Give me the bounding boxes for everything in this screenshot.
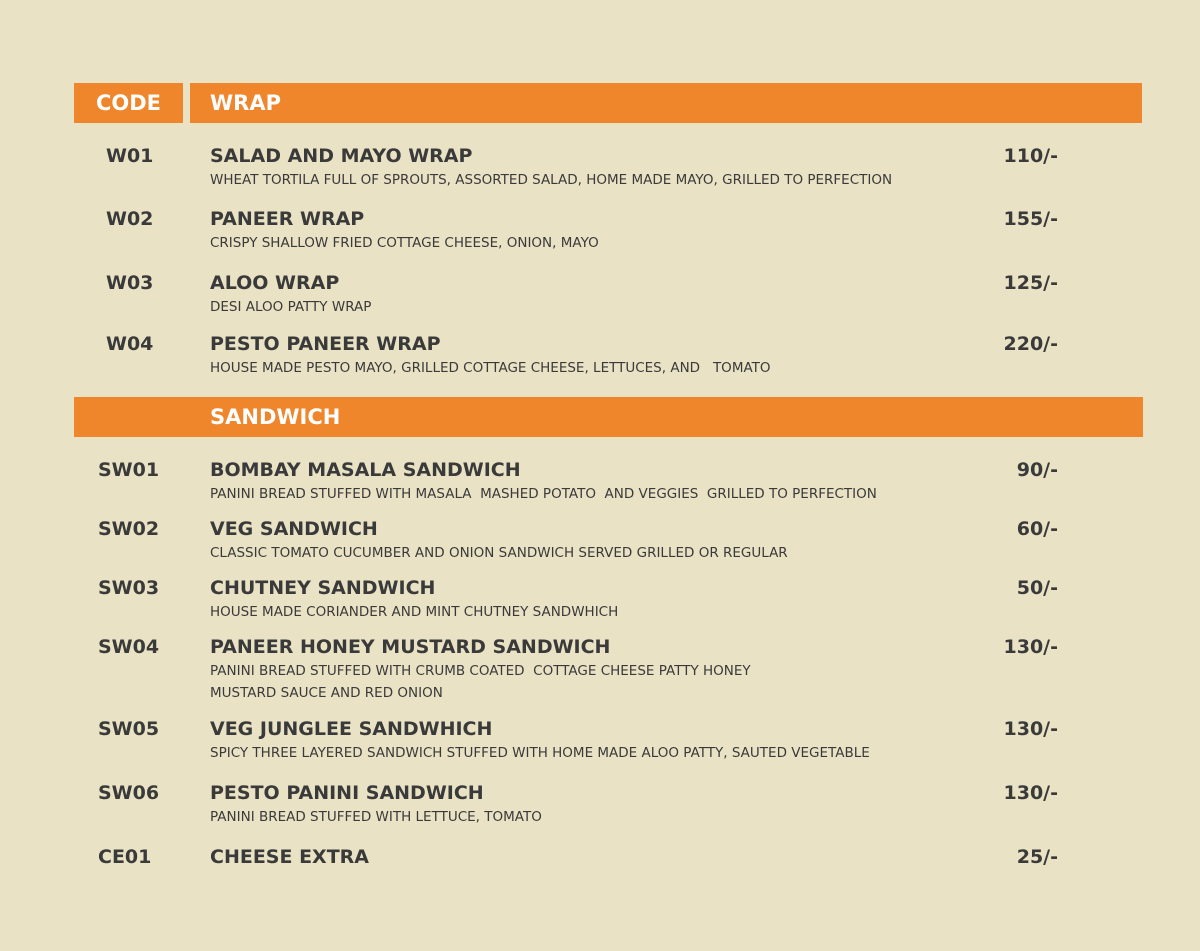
item-name: CHUTNEY SANDWICH: [210, 577, 436, 599]
item-code: SW01: [98, 459, 160, 481]
item-code: W01: [106, 145, 154, 167]
item-description: PANINI BREAD STUFFED WITH LETTUCE, TOMATO: [210, 809, 542, 825]
item-name: PANEER HONEY MUSTARD SANDWICH: [210, 636, 611, 658]
item-price: 50/-: [1016, 577, 1058, 599]
item-code: W04: [106, 333, 154, 355]
item-code: SW02: [98, 518, 160, 540]
item-description: PANINI BREAD STUFFED WITH MASALA MASHED POTATO AND VEGGIES GRILLED TO PERFECTION: [210, 486, 877, 502]
section-header-wrap: WRAP: [190, 83, 1142, 123]
item-name: VEG SANDWICH: [210, 518, 378, 540]
item-code: SW04: [98, 636, 160, 658]
item-code: SW06: [98, 782, 160, 804]
item-price: 220/-: [1003, 333, 1058, 355]
item-code: SW05: [98, 718, 160, 740]
item-description: CLASSIC TOMATO CUCUMBER AND ONION SANDWICH SERVED GRILLED OR REGULAR: [210, 545, 788, 561]
item-price: 155/-: [1003, 208, 1058, 230]
item-code: W03: [106, 272, 154, 294]
item-name: CHEESE EXTRA: [210, 846, 370, 868]
item-name: PESTO PANEER WRAP: [210, 333, 441, 355]
item-price: 130/-: [1003, 636, 1058, 658]
item-price: 130/-: [1003, 718, 1058, 740]
item-price: 60/-: [1016, 518, 1058, 540]
item-price: 110/-: [1003, 145, 1058, 167]
item-description: HOUSE MADE CORIANDER AND MINT CHUTNEY SANDWHICH: [210, 604, 619, 620]
item-description: PANINI BREAD STUFFED WITH CRUMB COATED COTTAGE CHEESE PATTY HONEY MUSTARD SAUCE AND RED ONION: [210, 663, 751, 701]
item-name: VEG JUNGLEE SANDWHICH: [210, 718, 493, 740]
item-description: HOUSE MADE PESTO MAYO, GRILLED COTTAGE CHEESE, LETTUCES, AND TOMATO: [210, 360, 771, 376]
item-description: WHEAT TORTILA FULL OF SPROUTS, ASSORTED SALAD, HOME MADE MAYO, GRILLED TO PERFECTION: [210, 172, 893, 188]
item-description: DESI ALOO PATTY WRAP: [210, 299, 372, 315]
item-name: PESTO PANINI SANDWICH: [210, 782, 484, 804]
item-code: W02: [106, 208, 154, 230]
item-name: ALOO WRAP: [210, 272, 340, 294]
code-column-header: CODE: [74, 83, 183, 123]
item-code: SW03: [98, 577, 160, 599]
item-name: SALAD AND MAYO WRAP: [210, 145, 473, 167]
item-price: 130/-: [1003, 782, 1058, 804]
item-price: 25/-: [1016, 846, 1058, 868]
item-code: CE01: [98, 846, 152, 868]
item-description: CRISPY SHALLOW FRIED COTTAGE CHEESE, ONION, MAYO: [210, 235, 599, 251]
item-price: 125/-: [1003, 272, 1058, 294]
item-price: 90/-: [1016, 459, 1058, 481]
item-description: SPICY THREE LAYERED SANDWICH STUFFED WITH HOME MADE ALOO PATTY, SAUTED VEGETABLE: [210, 745, 870, 761]
item-name: BOMBAY MASALA SANDWICH: [210, 459, 521, 481]
item-name: PANEER WRAP: [210, 208, 365, 230]
section-header-sandwich: SANDWICH: [74, 397, 1143, 437]
